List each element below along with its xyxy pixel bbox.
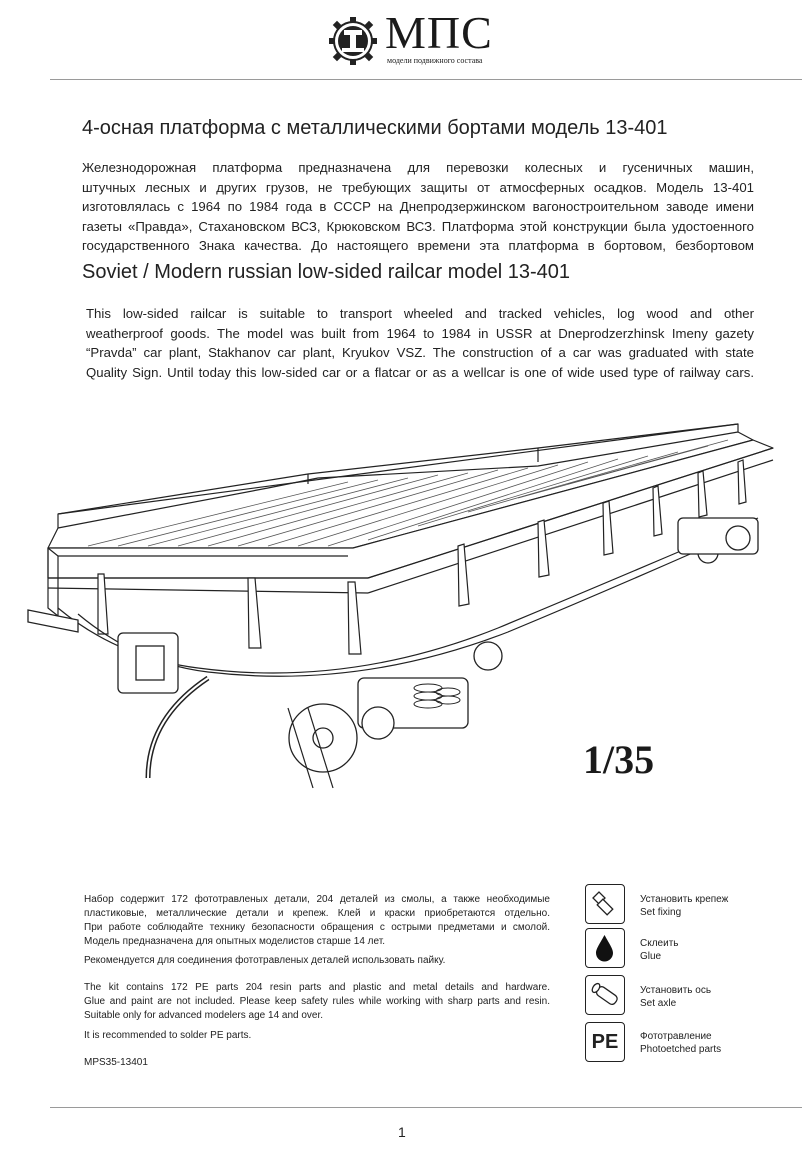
railcar-illustration	[18, 378, 788, 818]
desc-ru-line: штучных лесных и других грузов, не требующих защиты от атмосферных осадков. Модель 13-401	[82, 179, 754, 195]
solder-note-english: It is recommended to solder PE parts.	[84, 1030, 252, 1041]
pe-icon: PE	[585, 1022, 625, 1062]
description-english	[86, 304, 754, 382]
kit-en-line: The kit contains 172 PE parts 204 resin parts and plastic and metal details and hardware.	[84, 982, 550, 993]
title-english: Soviet / Modern russian low-sided railcar model 13-401	[82, 261, 571, 283]
screw-icon	[585, 884, 625, 924]
kit-ru-line: При работе соблюдайте технику безопасности обращения с острыми предметами и смолой.	[84, 922, 550, 933]
desc-en-line: This low-sided railcar is suitable to transport wheeled and tracked vehicles, log wood and other	[86, 306, 754, 321]
legend-label-en: Set axle	[640, 998, 677, 1009]
legend-label-ru: Установить крепеж	[640, 894, 729, 905]
product-code: MPS35-13401	[84, 1057, 148, 1068]
legend-label-en: Set fixing	[640, 907, 682, 918]
logo-wordmark: МПС	[385, 7, 493, 58]
axle-icon	[585, 975, 625, 1015]
glue-drop-icon	[585, 928, 625, 968]
kit-en-line: Glue and paint are not included. Please keep safety rules while working with sharp parts and resin.	[84, 996, 550, 1007]
desc-ru-line: Железнодорожная платформа предназначена для перевозки колесных и гусеничных машин,	[82, 160, 754, 175]
kit-ru-line: Модель предназначена для опытных моделистов старше 14 лет.	[84, 936, 385, 947]
legend-label-en: Photoetched parts	[640, 1044, 722, 1055]
desc-en-line: weatherproof goods. The model was built from 1964 to 1984 in USSR at Dneprodzerzhinsk Imeny gazety	[86, 325, 754, 341]
description-russian	[82, 158, 754, 256]
desc-ru-line: изготовлялась с 1964 по 1984 года в СССР на Днепродзержинском вагоностроительном заводе имени	[82, 199, 754, 214]
legend-label-ru: Установить ось	[640, 985, 712, 996]
legend-item-photoetched	[640, 1030, 721, 1056]
kit-ru-line: Набор содержит 172 фототравленых детали, 204 деталей из смолы, а также необходимые	[84, 894, 550, 905]
legend-label-ru: Фототравление	[640, 1031, 712, 1042]
gear-rail-logo-icon	[328, 16, 378, 66]
page-number: 1	[398, 1124, 406, 1140]
desc-en-line: “Pravda” car plant, Stakhanov car plant, Kryukov VSZ. The construction of a car was graduated with state	[86, 345, 754, 360]
kit-contents-russian	[84, 893, 550, 949]
header-divider	[50, 79, 802, 80]
logo-subtitle: модели подвижного состава	[387, 56, 483, 65]
title-russian: 4-осная платформа с металлическими бортами модель 13-401	[82, 117, 668, 139]
desc-en-line: Quality Sign. Until today this low-sided car or a flatcar or as a wellcar is one of wide used type of railway cars.	[86, 364, 754, 380]
legend-label-ru: Склеить	[640, 938, 679, 949]
legend-item-set-axle	[640, 984, 711, 1010]
kit-contents-english	[84, 981, 550, 1023]
desc-ru-line: государственного Знака качества. До настоящего времени эта платформа в бортовом, безбортовом	[82, 238, 754, 253]
legend-item-set-fixing	[640, 893, 728, 919]
solder-note-russian: Рекомендуется для соединения фототравленых деталей использовать пайку.	[84, 955, 446, 966]
legend-item-glue	[640, 937, 678, 963]
kit-en-line: Suitable only for advanced modelers age 14 and over.	[84, 1010, 324, 1021]
desc-ru-line: газеты «Правда», Стахановском ВСЗ, Крюковском ВСЗ. Платформа этой конструкции была удостоенного	[82, 218, 754, 234]
scale-label: 1/35	[583, 737, 655, 782]
footer-divider	[50, 1107, 802, 1108]
legend-label-en: Glue	[640, 951, 662, 962]
kit-ru-line: пластиковые, металлические детали и крепеж. Клей и краски приобретаются отдельно.	[84, 908, 550, 919]
